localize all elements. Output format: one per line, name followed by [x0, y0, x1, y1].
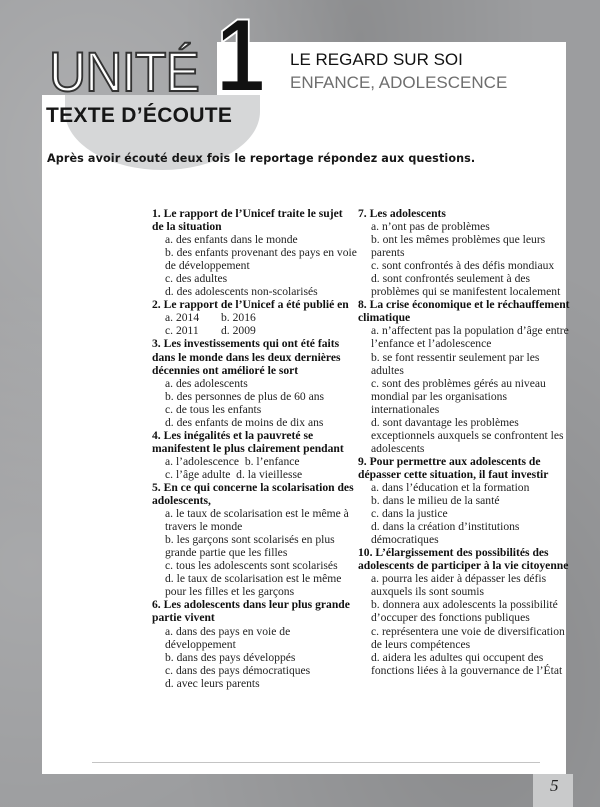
option: b. donnera aux adolescents la possibilité d’occuper des fonctions publiques: [371, 598, 558, 625]
option: c. de tous les enfants: [165, 402, 262, 416]
option: d. le taux de scolarisation est le même pour les filles et les garçons: [165, 572, 342, 599]
option: d. avec leurs parents: [165, 676, 260, 690]
option: a. dans des pays en voie de développement: [165, 624, 291, 651]
option: a. des adolescents: [165, 376, 248, 390]
option-row: [152, 311, 357, 324]
question-6: [152, 598, 357, 689]
option: a. n’affectent pas la population d’âge entre l’enfance et l’adolescence: [371, 324, 569, 351]
option: a. le taux de scolarisation est le même à travers le monde: [165, 507, 349, 534]
question-text: 7. Les adolescents: [358, 207, 446, 220]
option: c. l’âge adulte: [165, 467, 231, 481]
option: a. des enfants dans le monde: [165, 233, 298, 247]
unit-word: UNITÉ: [49, 40, 199, 103]
option: d. sont confrontés seulement à des problèmes qui se manifestent localement: [371, 272, 561, 299]
section-label: TEXTE D’ÉCOUTE: [46, 104, 233, 127]
option: a. 2014: [165, 311, 200, 325]
option: b. des personnes de plus de 60 ans: [165, 389, 325, 403]
questions-column-right: [358, 207, 570, 677]
option: b. dans le milieu de la santé: [371, 494, 500, 508]
option: c. des adultes: [165, 272, 228, 286]
question-text: 6. Les adolescents dans leur plus grande partie vivent: [152, 598, 350, 625]
question-3: [152, 337, 357, 428]
question-7: [358, 207, 570, 298]
unit-number: 1: [216, 0, 266, 114]
option: c. 2011: [165, 324, 199, 338]
question-text: 9. Pour permettre aux adolescents de dépasser cette situation, il faut investir: [358, 454, 549, 481]
footer-divider: [92, 762, 540, 763]
option: c. sont confrontés à des défis mondiaux: [371, 259, 555, 273]
option: c. tous les adolescents sont scolarisés: [165, 559, 338, 573]
page-subtitle: ENFANCE, ADOLESCENCE: [290, 73, 508, 92]
question-text: 1. Le rapport de l’Unicef traite le sujet de la situation: [152, 207, 343, 234]
question-text: 10. L’élargissement des possibilités des adolescents de participer à la vie citoyenne: [358, 546, 569, 573]
question-10: [358, 546, 570, 676]
page-title: LE REGARD SUR SOI: [290, 50, 463, 69]
option: b. dans des pays développés: [165, 650, 296, 664]
option: c. représentera une voie de diversification de leurs compétences: [371, 624, 565, 651]
option: b. se font ressentir seulement par les adultes: [371, 350, 540, 377]
question-1: [152, 207, 357, 298]
question-text: 5. En ce qui concerne la scolarisation des adolescents,: [152, 480, 354, 508]
page-number: 5: [550, 776, 559, 795]
question-text: 2. Le rapport de l’Unicef a été publié en: [152, 298, 349, 312]
question-text: 3. Les investissements qui ont été faits dans le monde dans les deux dernières décennies ont amélioré le sort: [152, 337, 341, 377]
option: a. l’adolescence: [165, 454, 240, 468]
option: c. sont des problèmes gérés au niveau mondial par les organisations internationales: [371, 376, 546, 416]
option-row: [152, 468, 357, 481]
option: d. sont davantage les problèmes exceptionnels auxquels se confrontent les adolescents: [371, 415, 564, 455]
option: a. n’ont pas de problèmes: [371, 220, 490, 234]
option: b. l’enfance: [244, 454, 300, 468]
option: b. 2016: [221, 311, 256, 325]
option: d. 2009: [221, 324, 256, 338]
question-text: 4. Les inégalités et la pauvreté se manifestent le plus clairement pendant: [152, 428, 344, 455]
option: d. des adolescents non-scolarisés: [165, 285, 318, 299]
option: d. la vieillesse: [236, 467, 303, 481]
question-4: [152, 429, 357, 481]
option: a. pourra les aider à dépasser les défis auxquels ils sont soumis: [371, 572, 547, 599]
option-row: [152, 324, 357, 337]
option: d. des enfants de moins de dix ans: [165, 415, 324, 429]
option: b. des enfants provenant des pays en voie de développement: [165, 246, 357, 273]
option: d. aidera les adultes qui occupent des fonctions liées à la gouvernance de l’État: [371, 650, 563, 677]
question-9: [358, 455, 570, 546]
option: d. dans la création d’institutions démocratiques: [371, 520, 520, 547]
question-2: [152, 298, 357, 337]
option: a. dans l’éducation et la formation: [371, 480, 530, 494]
option: c. dans des pays démocratiques: [165, 663, 311, 677]
option: b. ont les mêmes problèmes que leurs parents: [371, 233, 546, 260]
question-5: [152, 481, 357, 598]
option-row: [152, 455, 357, 468]
option: b. les garçons sont scolarisés en plus grande partie que les filles: [165, 533, 335, 560]
question-text: 8. La crise économique et le réchauffement climatique: [358, 298, 570, 325]
option: c. dans la justice: [371, 507, 448, 521]
instruction-text: Après avoir écouté deux fois le reportage répondez aux questions.: [47, 152, 476, 165]
question-8: [358, 298, 570, 455]
questions-column-left: [152, 207, 357, 690]
